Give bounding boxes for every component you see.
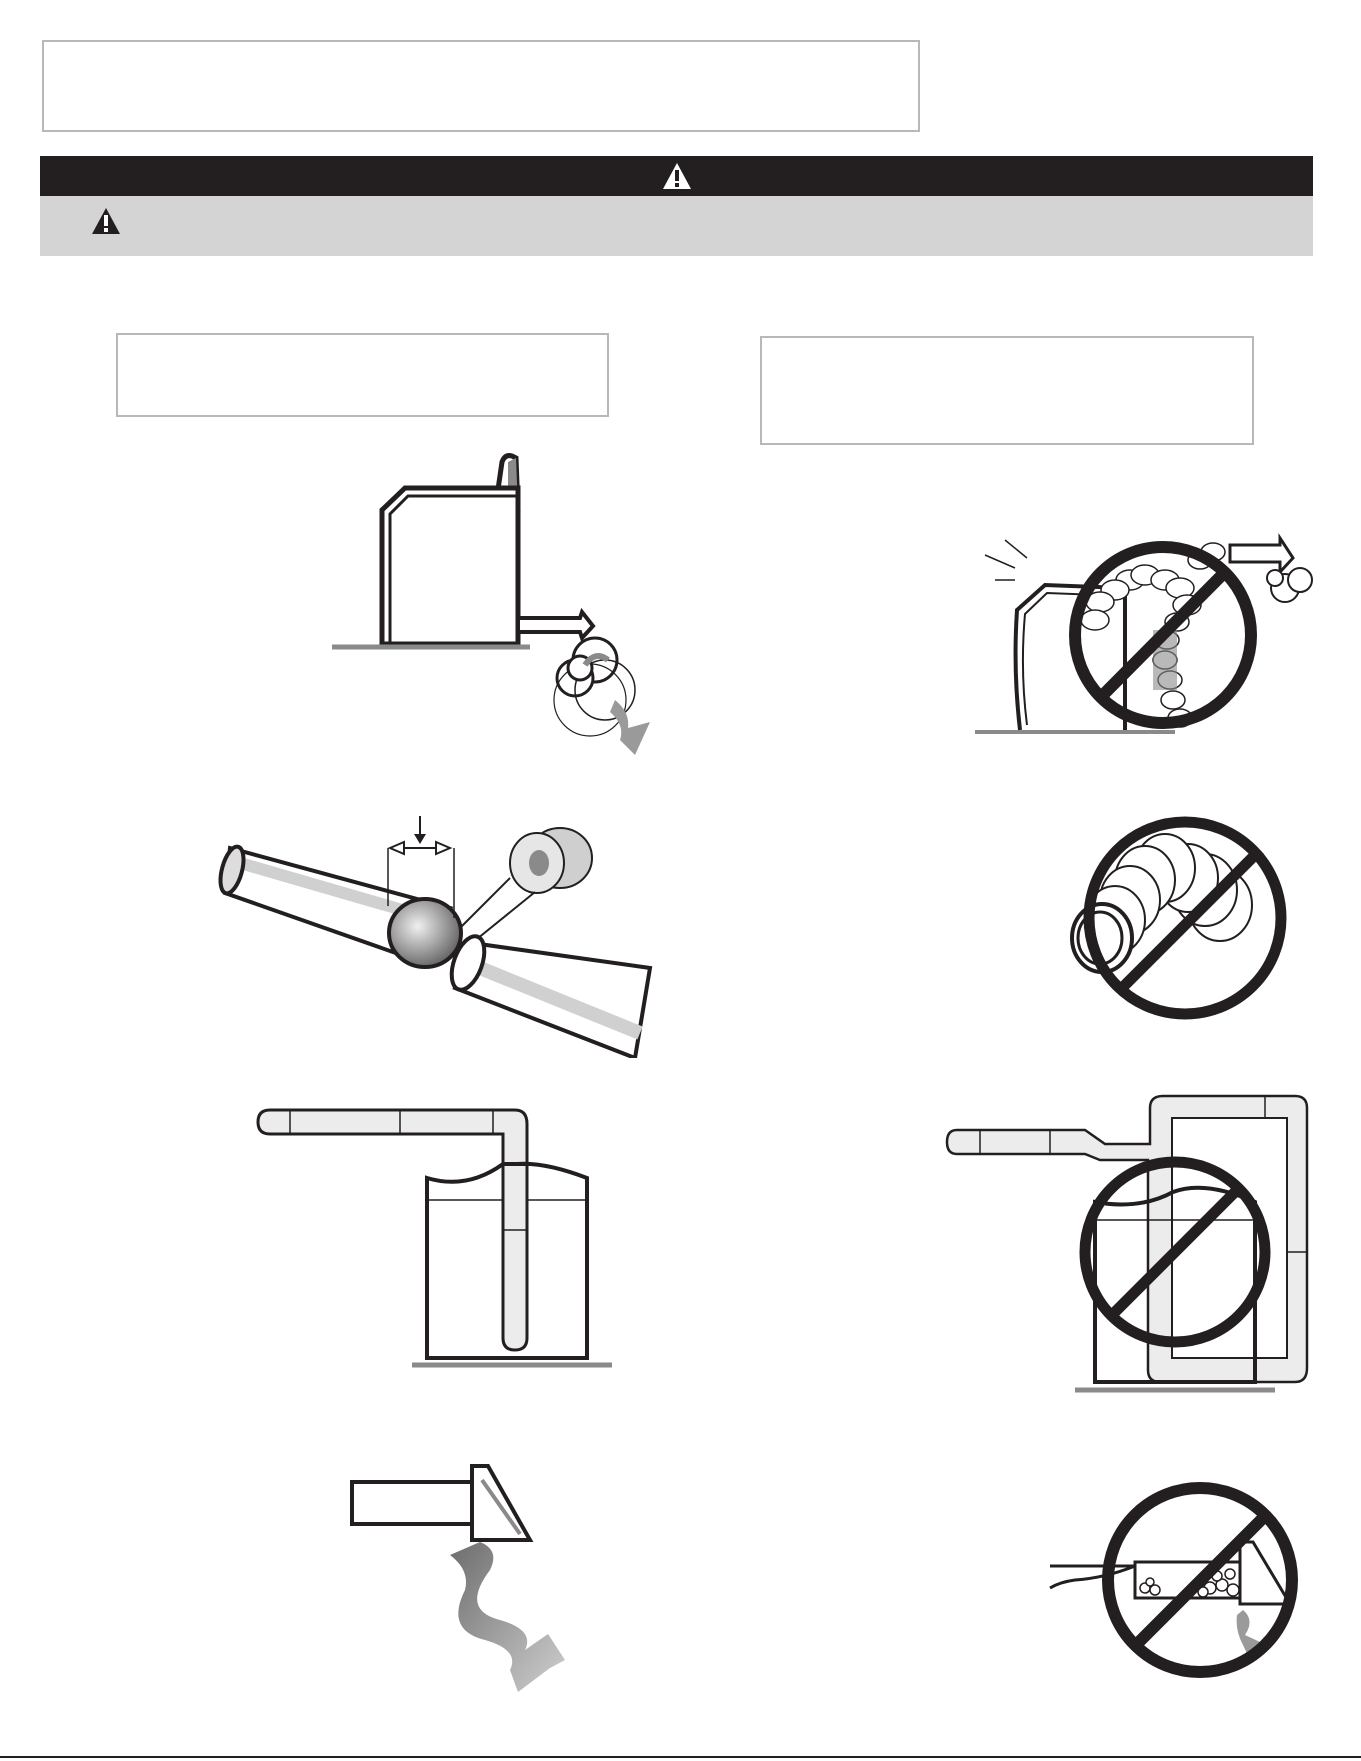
vent-behind-dryer-figure [945,1092,1315,1402]
clogged-exhaust-hood-figure [1045,1470,1305,1690]
page-bottom-rule [0,1756,1361,1758]
warning-header-bar [40,156,1313,196]
foil-tape-joint-figure [210,808,660,1058]
top-info-box [42,40,920,132]
warning-triangle-icon [661,161,693,191]
right-column-box [760,336,1254,445]
coiled-flexible-duct-figure [1070,810,1290,1025]
vent-over-dryer-figure [255,1100,615,1370]
crushed-flexible-vent-figure [975,530,1335,740]
left-column-box [116,333,609,417]
warning-triangle-icon [90,206,122,236]
warning-body [40,196,1313,256]
dryer-with-rigid-vent-figure [330,450,690,760]
exhaust-hood-figure [350,1460,630,1700]
